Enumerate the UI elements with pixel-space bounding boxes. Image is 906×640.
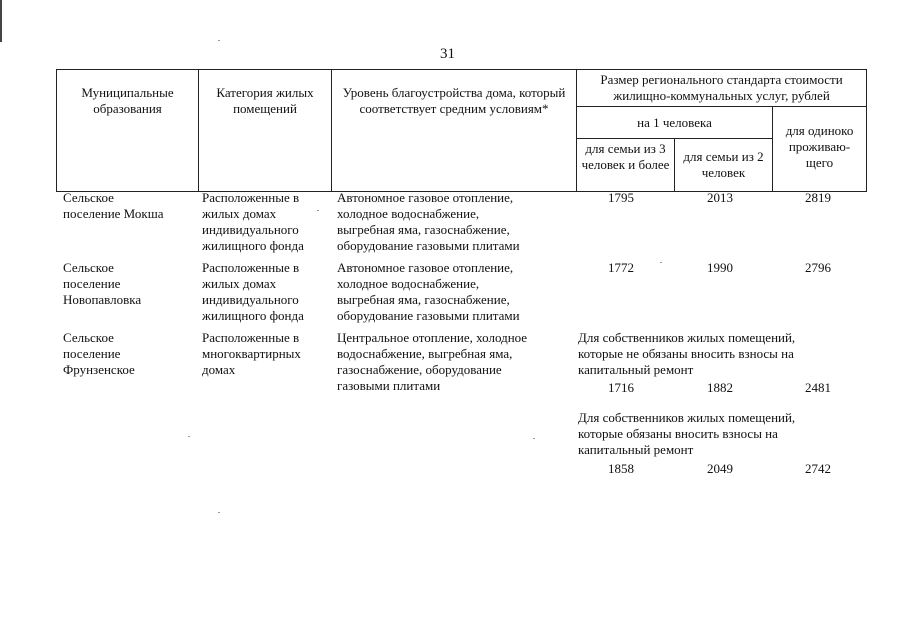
scan-speck [533,438,535,439]
row1-value-family2: 2013 [707,190,733,205]
header-family3: для семьи из 3 человек и более [577,139,675,192]
row3-note-obliged: Для собственников жилых помещений, которые обязаны вносить взносы на капитальный ремонт [578,410,796,457]
row3-note-not-obliged: Для собственников жилых помещений, которые не обязаны вносить взносы на капитальный ремонт [578,330,796,377]
row1-level: Автономное газовое отопление, холодное водоснабжение, выгребная яма, газоснабжение, оборудование газовыми плитами [337,190,520,253]
row1-municipality: Сельское поселение Мокша [63,190,164,221]
row2-value-single: 2796 [805,260,831,275]
row1-value-family3: 1795 [608,190,634,205]
header-level: Уровень благоустройства дома, который соответствует средним условиям* [332,70,577,192]
row3b-value-family3: 1858 [608,461,634,476]
header-standard: Размер регионального стандарта стоимости жилищно-коммунальных услуг, рублей [577,70,867,107]
row2-level: Автономное газовое отопление, холодное водоснабжение, выгребная яма, газоснабжение, оборудование газовыми плитами [337,260,520,323]
table-header [56,69,867,192]
row3a-value-single: 2481 [805,380,831,395]
header-per-person: на 1 человека [577,107,773,139]
row2-value-family2: 1990 [707,260,733,275]
row2-municipality: Сельское поселение Новопавловка [63,260,142,307]
scan-speck [218,40,220,41]
row1-category: Расположенные в жилых домах индивидуального жилищного фонда [202,190,304,253]
row1-value-single: 2819 [805,190,831,205]
header-category: Категория жилых помещений [199,70,332,192]
header-municipal: Муниципальные образования [57,70,199,192]
page-number: 31 [440,46,455,62]
row2-category: Расположенные в жилых домах индивидуального жилищного фонда [202,260,304,323]
scan-speck [188,436,190,437]
row3-category: Расположенные в многоквартирных домах [202,330,301,377]
scan-speck [218,512,220,513]
row3b-value-single: 2742 [805,461,831,476]
scan-speck [317,210,319,211]
row3a-value-family3: 1716 [608,380,634,395]
scan-edge [0,0,2,42]
row3b-value-family2: 2049 [707,461,733,476]
row3a-value-family2: 1882 [707,380,733,395]
header-family2: для семьи из 2 человек [675,139,773,192]
header-single: для одиноко проживаю-щего [773,107,867,192]
scan-speck [660,262,662,263]
row2-value-family3: 1772 [608,260,634,275]
row3-municipality: Сельское поселение Фрунзенское [63,330,135,377]
row3-level: Центральное отопление, холодное водоснабжение, выгребная яма, газоснабжение, оборудование газовыми плитами [337,330,528,393]
